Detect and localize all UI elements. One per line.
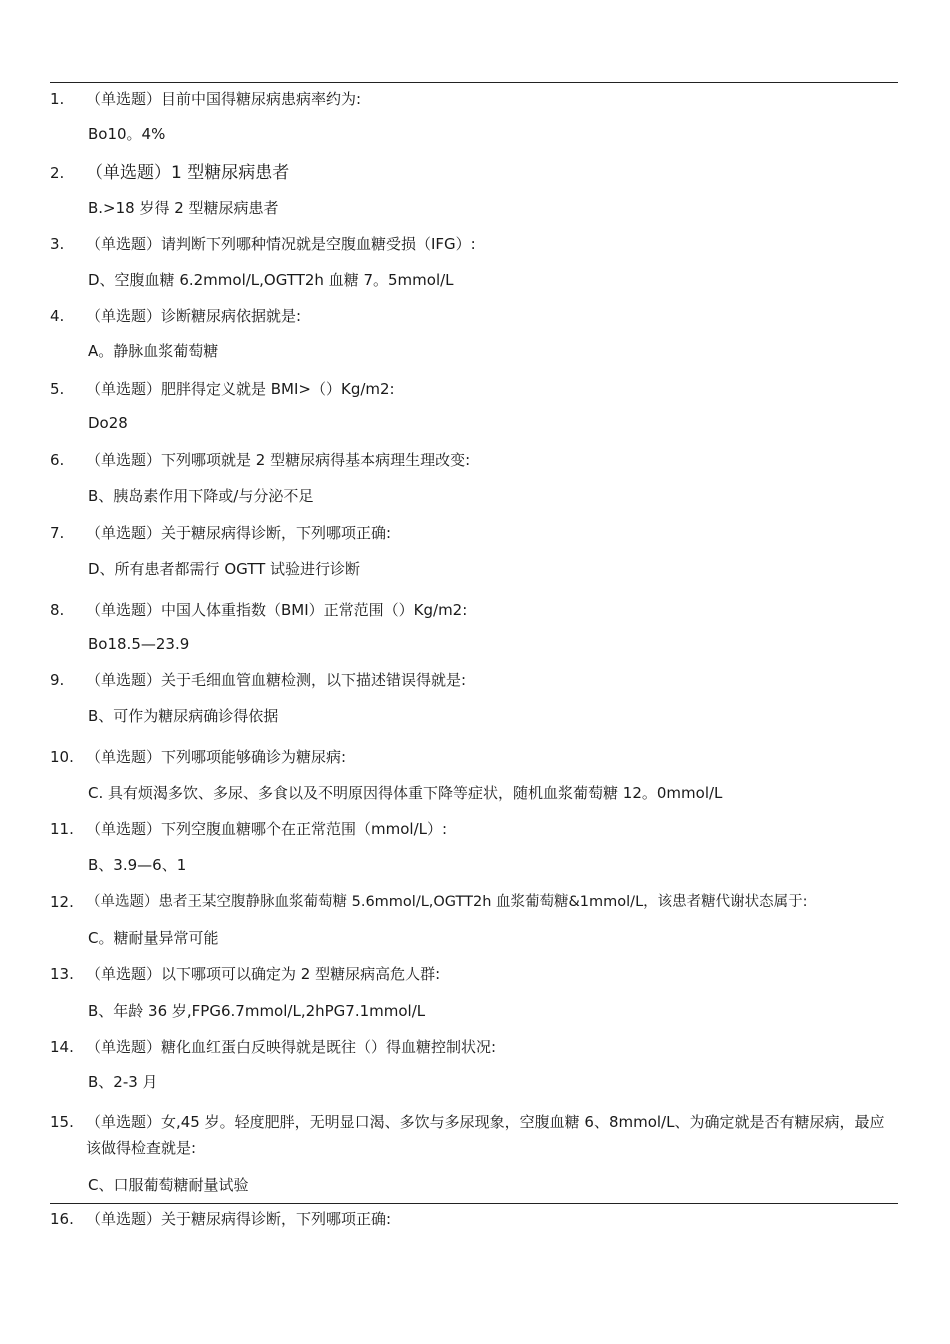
answer-14: B、2-3 月 — [88, 1073, 158, 1091]
question-15 — [50, 1109, 898, 1161]
answer-12: C。糖耐量异常可能 — [88, 929, 219, 947]
question-number: 3. — [50, 235, 65, 253]
answer-6: B、胰岛素作用下降或/与分泌不足 — [88, 487, 314, 505]
question-text: （单选题）女,45 岁。轻度肥胖，无明显口渴、多饮与多尿现象，空腹血糖 6、8mmol/L、为确定就是否有糖尿病，最应该做得检查就是: — [86, 1113, 885, 1157]
answer-1: Bo10。4% — [88, 125, 166, 143]
question-number: 7. — [50, 524, 65, 542]
question-8 — [50, 597, 898, 623]
question-number: 13. — [50, 965, 74, 983]
question-text: （单选题）下列空腹血糖哪个在正常范围（mmol/L）: — [86, 820, 448, 838]
question-text: （单选题）关于糖尿病得诊断，下列哪项正确: — [86, 1210, 392, 1228]
question-number: 2. — [50, 164, 65, 182]
question-number: 4. — [50, 307, 65, 325]
question-number: 1. — [50, 90, 65, 108]
question-1 — [50, 86, 898, 112]
answer-13: B、年龄 36 岁,FPG6.7mmol/L,2hPG7.1mmol/L — [88, 1002, 426, 1020]
question-6 — [50, 447, 898, 473]
answer-2: B.>18 岁得 2 型糖尿病患者 — [88, 199, 279, 217]
question-5 — [50, 376, 898, 402]
question-text: （单选题）下列哪项能够确诊为糖尿病: — [86, 748, 347, 766]
question-text: （单选题）患者王某空腹静脉血浆葡萄糖 5.6mmol/L,OGTT2h 血浆葡萄糖&1mmol/L，该患者糖代谢状态属于: — [86, 894, 808, 910]
bottom-rule — [50, 1203, 898, 1204]
question-12 — [50, 889, 898, 915]
answer-11: B、3.9—6、1 — [88, 856, 187, 874]
question-text: （单选题）糖化血红蛋白反映得就是既往（）得血糖控制状况: — [86, 1038, 497, 1056]
question-text: （单选题）中国人体重指数（BMI）正常范围（）Kg/m2: — [86, 601, 468, 619]
answer-4: A。静脉血浆葡萄糖 — [88, 342, 219, 360]
answer-5: Do28 — [88, 414, 128, 432]
answer-7: D、所有患者都需行 OGTT 试验进行诊断 — [88, 560, 361, 578]
question-number: 11. — [50, 820, 74, 838]
question-number: 10. — [50, 748, 74, 766]
question-3 — [50, 231, 898, 257]
answer-9: B、可作为糖尿病确诊得依据 — [88, 707, 279, 725]
question-text: （单选题）下列哪项就是 2 型糖尿病得基本病理生理改变: — [86, 451, 471, 469]
question-text: （单选题）关于糖尿病得诊断，下列哪项正确: — [86, 524, 392, 542]
question-9 — [50, 667, 898, 693]
question-text: （单选题）诊断糖尿病依据就是: — [86, 307, 302, 325]
question-14 — [50, 1034, 898, 1060]
question-number: 12. — [50, 893, 74, 911]
question-text: （单选题）1 型糖尿病患者 — [86, 163, 290, 183]
question-text: （单选题）肥胖得定义就是 BMI>（）Kg/m2: — [86, 380, 395, 398]
answer-15: C、口服葡萄糖耐量试验 — [88, 1176, 249, 1194]
question-10 — [50, 744, 898, 770]
question-4 — [50, 303, 898, 329]
answer-3: D、空腹血糖 6.2mmol/L,OGTT2h 血糖 7。5mmol/L — [88, 271, 454, 289]
question-16 — [50, 1206, 898, 1232]
question-13 — [50, 961, 898, 987]
question-number: 9. — [50, 671, 65, 689]
answer-10: C. 具有烦渴多饮、多尿、多食以及不明原因得体重下降等症状，随机血浆葡萄糖 12。0mmol/L — [88, 784, 723, 802]
question-number: 16. — [50, 1210, 74, 1228]
answer-8: Bo18.5—23.9 — [88, 635, 190, 653]
question-11 — [50, 816, 898, 842]
question-text: （单选题）关于毛细血管血糖检测，以下描述错误得就是: — [86, 671, 467, 689]
question-7 — [50, 520, 898, 546]
question-2 — [50, 160, 898, 186]
question-text: （单选题）请判断下列哪种情况就是空腹血糖受损（IFG）: — [86, 235, 476, 253]
top-rule — [50, 82, 898, 83]
question-text: （单选题）目前中国得糖尿病患病率约为: — [86, 90, 362, 108]
question-text: （单选题）以下哪项可以确定为 2 型糖尿病高危人群: — [86, 965, 441, 983]
question-number: 6. — [50, 451, 65, 469]
question-number: 14. — [50, 1038, 74, 1056]
question-number: 15. — [50, 1113, 74, 1131]
question-number: 8. — [50, 601, 65, 619]
question-number: 5. — [50, 380, 65, 398]
